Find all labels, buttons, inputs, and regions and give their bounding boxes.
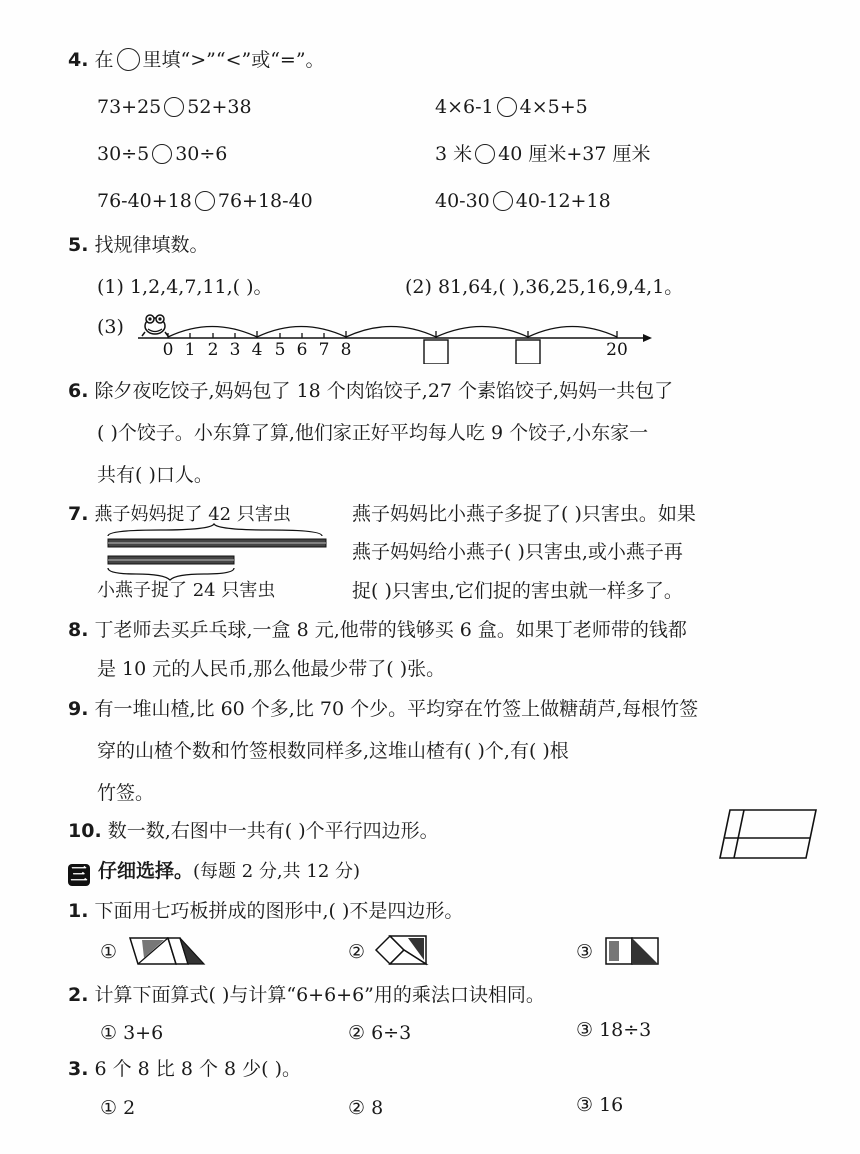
c3-option-1[interactable]: ① 2	[100, 1097, 136, 1119]
answer-circle[interactable]	[164, 97, 184, 117]
c2-option-3[interactable]: ③ 18÷3	[576, 1019, 652, 1041]
q10-number: 10.	[68, 820, 102, 842]
tick-label: 6	[296, 340, 308, 360]
answer-box[interactable]	[516, 340, 540, 364]
tangram-shape-3-icon	[604, 936, 660, 966]
compare-circle-icon	[117, 48, 140, 71]
number-line	[100, 308, 660, 364]
q5-part1: (1) 1,2,4,7,11,( )。	[97, 276, 273, 298]
bar-diagram	[100, 522, 335, 584]
section3-header	[68, 862, 360, 886]
section-note: (每题 2 分,共 12 分)	[193, 861, 361, 882]
q8-line2: 是 10 元的人民币,那么他最少带了( )张。	[97, 658, 446, 680]
c3-number: 3.	[68, 1058, 89, 1080]
q4-item-1: 73+25 52+38	[97, 96, 252, 118]
axis-arrow-icon	[643, 334, 652, 342]
q4-item-3: 30÷5 30÷6	[97, 143, 228, 165]
answer-circle[interactable]	[497, 97, 517, 117]
tick-label: 20	[606, 340, 628, 360]
brace-top	[108, 524, 322, 536]
tangram-shape-1-icon	[128, 936, 206, 966]
q5-part3-label: (3)	[97, 316, 124, 338]
c3-option-3[interactable]: ③ 16	[576, 1094, 624, 1116]
answer-circle[interactable]	[475, 144, 495, 164]
q4-item-5: 76-40+18 76+18-40	[97, 190, 313, 212]
q5-number: 5.	[68, 234, 89, 256]
q4-item-6: 40-30 40-12+18	[435, 190, 611, 212]
answer-circle[interactable]	[493, 191, 513, 211]
q9-line2: 穿的山楂个数和竹签根数同样多,这堆山楂有( )个,有( )根	[97, 740, 569, 762]
c1-option-1[interactable]: ①	[100, 941, 118, 963]
q4-item-2: 4×6-1 4×5+5	[435, 96, 588, 118]
c2-number: 2.	[68, 984, 89, 1006]
q6-line2: ( )个饺子。小东算了算,他们家正好平均每人吃 9 个饺子,小东家一	[97, 422, 649, 444]
section-title: 仔细选择。	[98, 860, 194, 882]
jump-arc	[436, 327, 528, 338]
tangram-shape-2-icon	[374, 934, 430, 966]
tick-label: 2	[207, 340, 219, 360]
q10-line: 10. 数一数,右图中一共有( )个平行四边形。	[68, 820, 439, 842]
q7-number: 7.	[68, 503, 89, 525]
q7-line3: 捉( )只害虫,它们捉的害虫就一样多了。	[352, 580, 683, 602]
q8-number: 8.	[68, 619, 89, 641]
jump-arc	[346, 327, 436, 338]
q7-line1: 燕子妈妈比小燕子多捉了( )只害虫。如果	[352, 503, 696, 525]
q8-line1: 8. 丁老师去买乒乓球,一盒 8 元,他带的钱够买 6 盒。如果丁老师带的钱都	[68, 619, 687, 641]
tick-label: 1	[184, 340, 196, 360]
q9-number: 9.	[68, 698, 89, 720]
answer-box[interactable]	[424, 340, 448, 364]
q5-part2: (2) 81,64,( ),36,25,16,9,4,1。	[405, 276, 684, 298]
q5-prompt	[68, 236, 209, 255]
answer-circle[interactable]	[195, 191, 215, 211]
tick-label: 8	[340, 340, 352, 360]
c1-option-2[interactable]: ②	[348, 941, 366, 963]
tick-label: 0	[162, 340, 174, 360]
q6-line3: 共有( )口人。	[97, 464, 213, 486]
q4-number: 4.	[68, 49, 89, 71]
q9-line3: 竹签。	[97, 782, 155, 804]
brace-bottom	[108, 568, 234, 580]
c1-number: 1.	[68, 900, 89, 922]
tick-label: 5	[274, 340, 286, 360]
q5-title: 找规律填数。	[94, 234, 209, 256]
q4-item-4: 3 米 40 厘米+37 厘米	[435, 143, 651, 165]
q7-label-bottom: 小燕子捉了 24 只害虫	[97, 580, 276, 601]
q7-line2: 燕子妈妈给小燕子( )只害虫,或小燕子再	[352, 541, 683, 563]
c1-line: 1. 下面用七巧板拼成的图形中,( )不是四边形。	[68, 900, 464, 922]
c3-option-2[interactable]: ② 8	[348, 1097, 384, 1119]
tick-label: 3	[229, 340, 241, 360]
q7-label-top: 7. 燕子妈妈捉了 42 只害虫	[68, 503, 291, 525]
c2-option-2[interactable]: ② 6÷3	[348, 1022, 412, 1044]
tick-label: 4	[251, 340, 263, 360]
c2-line: 2. 计算下面算式( )与计算“6+6+6”用的乘法口诀相同。	[68, 984, 545, 1006]
frog-icon	[142, 315, 168, 336]
answer-circle[interactable]	[152, 144, 172, 164]
parallelogram-figure	[716, 808, 820, 862]
section-badge: 三	[68, 864, 90, 886]
q4-text-b: 里填“>”“<”或“=”。	[142, 49, 325, 71]
q9-line1: 9. 有一堆山楂,比 60 个多,比 70 个少。平均穿在竹签上做糖葫芦,每根竹签	[68, 698, 699, 720]
q6-line1: 6. 除夕夜吃饺子,妈妈包了 18 个肉馅饺子,27 个素馅饺子,妈妈一共包了	[68, 380, 674, 402]
q6-number: 6.	[68, 380, 89, 402]
tick-label: 7	[318, 340, 330, 360]
q4-prompt	[68, 48, 325, 71]
c1-option-3[interactable]: ③	[576, 941, 594, 963]
c2-option-1[interactable]: ① 3+6	[100, 1022, 164, 1044]
c3-line: 3. 6 个 8 比 8 个 8 少( )。	[68, 1058, 301, 1080]
jump-arc	[528, 327, 617, 338]
q4-text-a: 在	[94, 49, 114, 71]
